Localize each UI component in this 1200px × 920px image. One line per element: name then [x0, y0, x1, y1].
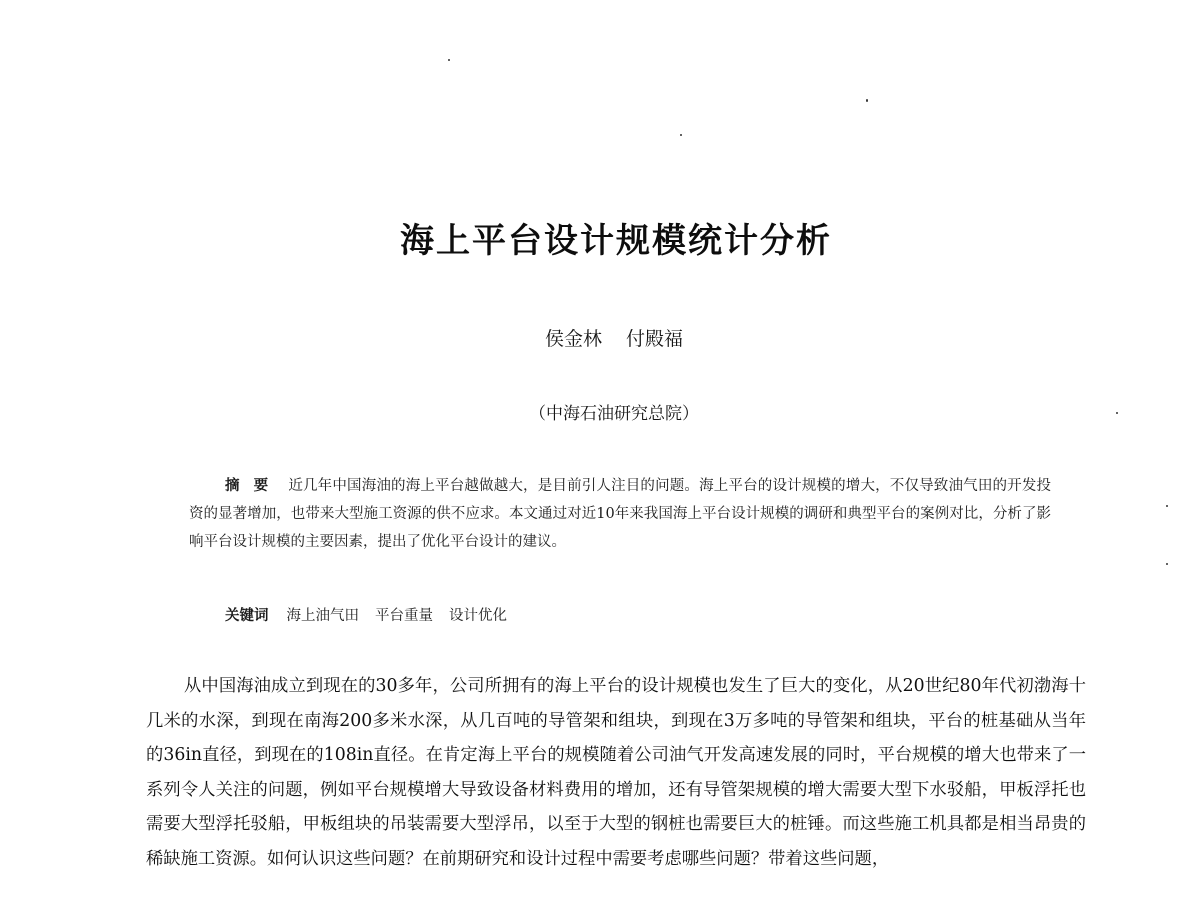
keyword: 设计优化 — [449, 608, 507, 624]
abstract-text: 近几年中国海油的海上平台越做越大，是目前引人注目的问题。海上平台的设计规模的增大，不仅导致油气田的开发投资的显著增加，也带来大型施工资源的供不应求。本文通过对近10年来我国海上平台设计规模的调研和典型平台的案例对比，分析了影响平台设计规模的主要因素，提出了优化平台设计的建议。 — [189, 478, 1051, 550]
scan-speck — [448, 59, 450, 61]
author-list — [0, 324, 1200, 351]
author-name: 侯金林 — [544, 328, 602, 350]
keywords-label: 关键词 — [225, 608, 269, 624]
abstract — [189, 472, 1051, 556]
scan-speck — [866, 99, 868, 102]
keywords — [225, 602, 1051, 630]
author-affiliation: （中海石油研究总院） — [529, 404, 699, 424]
body-paragraph: 从中国海油成立到现在的30多年，公司所拥有的海上平台的设计规模也发生了巨大的变化，从20世纪80年代初渤海十几米的水深，到现在南海200多米水深，从几百吨的导管架和组块，到现在3万多吨的导管架和组块，平台的桩基础从当年的36in直径，到现在的108in直径。在肯定海上平台的规模随着公司油气开发高速发展的同时，平台规模的增大也带来了一系列令人关注的问题，例如平台规模增大导致设备材料费用的增加，还有导管架规模的增大需要大型下水驳船，甲板浮托也需要大型浮托驳船，甲板组块的吊装需要大型浮吊，以至于大型的钢桩也需要巨大的桩锤。而这些施工机具都是相当昂贵的稀缺施工资源。如何认识这些问题？在前期研究和设计过程中需要考虑哪些问题？带着这些问题， — [146, 676, 1086, 869]
scan-speck — [1166, 563, 1168, 565]
scan-speck — [1166, 505, 1168, 507]
author-name: 付殿福 — [626, 328, 684, 350]
scan-speck — [680, 134, 682, 136]
keyword: 海上油气田 — [286, 608, 359, 624]
abstract-label: 摘要 — [225, 478, 283, 494]
keyword: 平台重量 — [375, 608, 433, 624]
paper-title: 海上平台设计规模统计分析 — [400, 221, 832, 261]
